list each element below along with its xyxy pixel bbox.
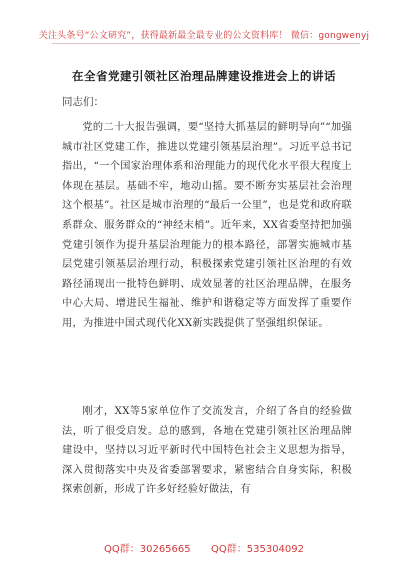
document-title: 在全省党建引领社区治理品牌建设推进会上的讲话 [72, 69, 336, 83]
salutation: 同志们： [62, 96, 104, 108]
footer-qq-group-2: QQ群：535304092 [211, 544, 305, 555]
header-banner: 关注头条号“公文研究”，获得最新最全最专业的公文资料库！ 微信：gongwenyj [38, 31, 370, 41]
header-divider [52, 43, 360, 44]
paragraph-1: 党的二十大报告强调，要“坚持大抓基层的鲜明导向”“加强城市社区党建工作，推进以党建引领基层治理”。习近平总书记指出，“一个国家治理体系和治理能力的现代化水平很大程度上体现在基层。基础不牢，地动山摇。要不断夯实基层社会治理这个根基”。社区是城市治理的“最后一公里”，也是党和政府联系群众、服务群众的“神经末梢”。近年来，XX省委坚持把加强党建引领作为提升基层治理能力的根本路径，部署实施城市基层党建引领基层治理行动，积极探索党建引领社区治理的有效路径涌现出一批特色鲜明、成效显著的社区治理品牌，在服务中心大局、增进民生福祉、维护和谐稳定等方面发挥了重要作用，为推进中国式现代化XX新实践提供了坚强组织保证。 [62, 122, 352, 329]
footer-contacts [0, 540, 408, 555]
footer-qq-group-1: QQ群：30265665 [103, 544, 191, 555]
paragraph-2: 刚才，XX等5家单位作了交流发言，介绍了各自的经验做法，听了很受启发。总的感到，各地在党建引领社区治理品牌建设中，坚持以习近平新时代中国特色社会主义思想为指导，深入贯彻落实中央及省委部署要求，紧密结合自身实际，积极探索创新，形成了许多好经验好做法，有 [62, 406, 352, 496]
